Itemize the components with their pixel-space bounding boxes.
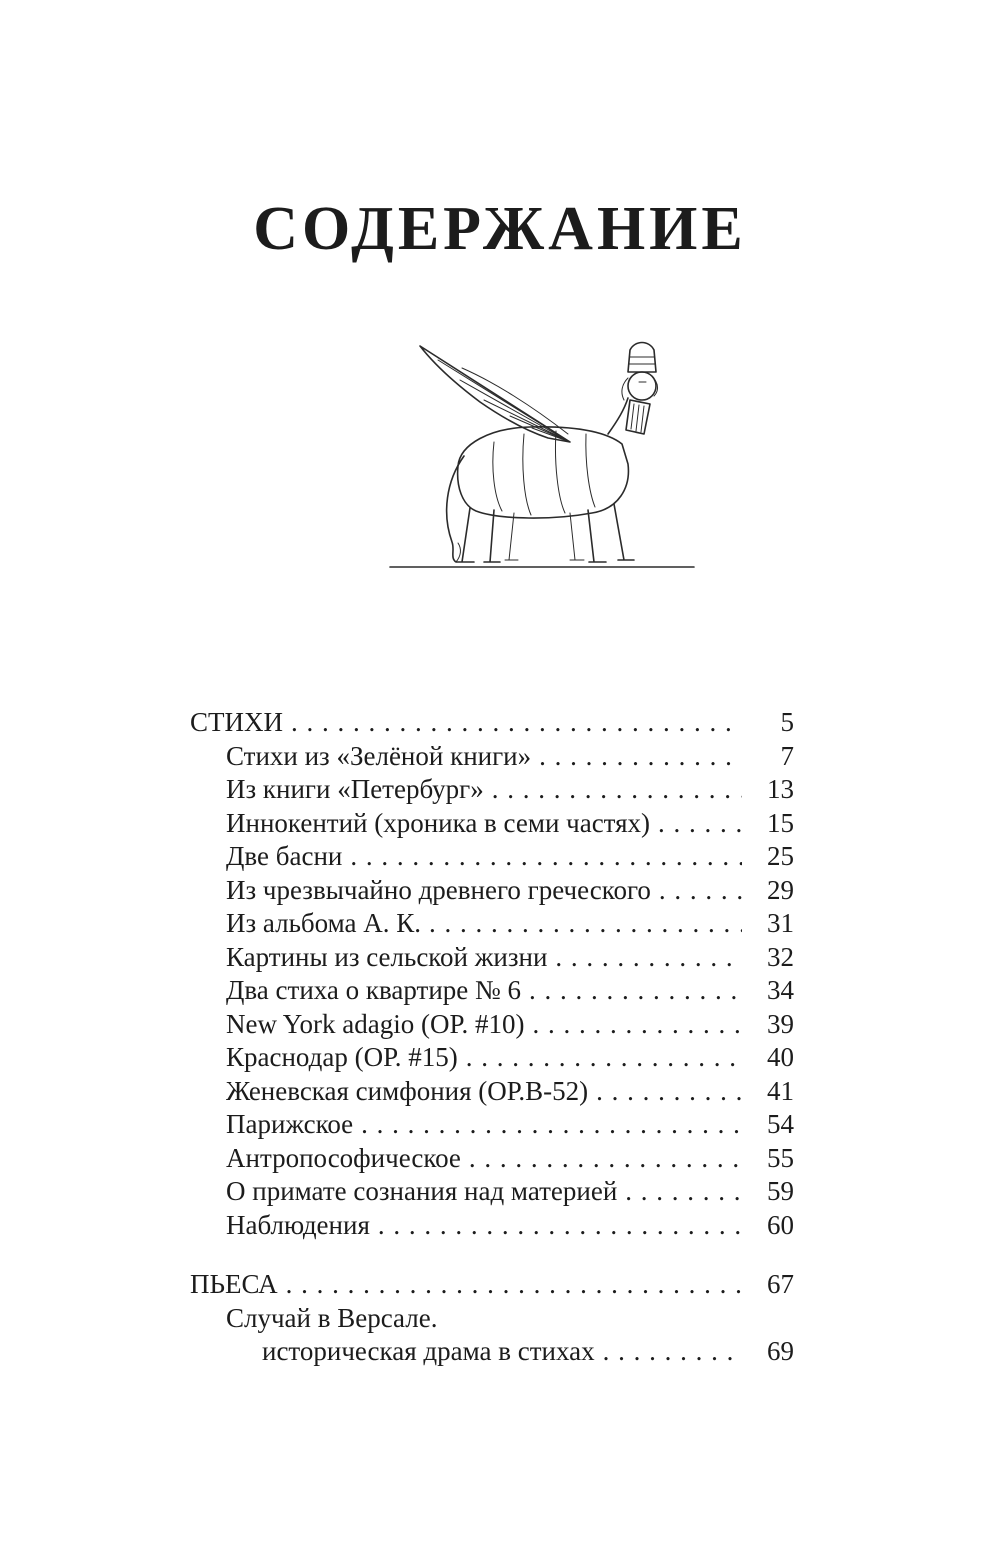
toc-entry-page: 41: [767, 1075, 794, 1106]
toc-entry[interactable]: [190, 1303, 794, 1337]
toc-entry-page: 13: [767, 774, 794, 804]
toc-entry-page: 55: [767, 1142, 794, 1173]
toc-entry[interactable]: [190, 1210, 794, 1244]
lamassu-engraving-svg: [372, 316, 712, 584]
toc-entry-label: Из чрезвычайно древнего греческого: [226, 874, 651, 905]
toc-entry[interactable]: [190, 774, 794, 808]
toc-entry[interactable]: [190, 841, 794, 875]
toc-leader-dots: [603, 1336, 742, 1367]
toc-entry[interactable]: [190, 975, 794, 1009]
toc-entry-label: Иннокентий (хроника в семи частях): [226, 807, 651, 838]
toc-entry-label: ПЬЕСА: [190, 1269, 278, 1299]
toc-entry-label: Картины из сельской жизни: [226, 941, 548, 972]
toc-entry-label: историческая драма в стихах: [262, 1336, 595, 1366]
toc-entry-page: 31: [767, 908, 794, 938]
toc-entry[interactable]: [190, 1042, 794, 1076]
toc-entry-label: New York adagio (OP. #10): [226, 1008, 525, 1039]
toc-entry[interactable]: [190, 707, 794, 741]
toc-entry-label: Антропософическое: [226, 1142, 461, 1173]
toc-leader-dots: [350, 841, 742, 872]
toc-entry-page: 5: [780, 707, 794, 737]
toc-leader-dots: [361, 1109, 742, 1140]
toc-entry-label: Стихи из «Зелёной книги»: [226, 740, 532, 771]
toc-leader-dots: [469, 1143, 742, 1174]
toc-entry[interactable]: [190, 1109, 794, 1143]
toc-entry-label: Из книги «Петербург»: [226, 774, 484, 804]
toc-entry-page: 29: [767, 874, 794, 905]
toc-entry-label: Наблюдения: [226, 1209, 370, 1240]
toc-leader-dots: [378, 1210, 742, 1241]
toc-entry[interactable]: [190, 1009, 794, 1043]
page-title: СОДЕРЖАНИЕ: [253, 195, 747, 263]
toc-entry-page: 39: [767, 1008, 794, 1039]
toc-entry[interactable]: [190, 741, 794, 775]
toc-leader-dots: [659, 875, 742, 906]
toc-entry-page: 25: [767, 841, 794, 871]
toc-entry-page: 60: [767, 1209, 794, 1240]
toc-entry[interactable]: [190, 1176, 794, 1210]
toc-leader-dots: [596, 1076, 742, 1107]
toc-entry[interactable]: [190, 808, 794, 842]
lamassu-illustration: [372, 316, 712, 589]
toc-leader-dots: [286, 1269, 742, 1300]
toc-list: [190, 707, 794, 1370]
toc-entry-label: Из альбома А. К.: [226, 908, 422, 938]
toc-entry-page: 34: [767, 975, 794, 1005]
toc-leader-dots: [291, 707, 742, 738]
toc-leader-dots: [658, 808, 742, 839]
toc-entry-label: Два стиха о квартире № 6: [226, 975, 522, 1005]
toc-leader-dots: [625, 1176, 742, 1207]
toc-entry[interactable]: [190, 1336, 794, 1370]
toc-entry-page: 32: [767, 941, 794, 972]
toc-entry[interactable]: [190, 1076, 794, 1110]
toc-entry[interactable]: [190, 1143, 794, 1177]
toc-entry-label: Случай в Версале.: [226, 1302, 438, 1333]
toc-entry-page: 7: [780, 740, 794, 771]
toc-entry-page: 69: [767, 1336, 794, 1366]
toc-entry-label: Краснодар (ОР. #15): [226, 1042, 458, 1072]
toc-entry-label: Парижское: [226, 1109, 354, 1139]
toc-leader-dots: [492, 774, 742, 805]
toc-leader-dots: [539, 741, 742, 772]
toc-entry-page: 40: [767, 1042, 794, 1072]
toc-leader-dots: [529, 975, 742, 1006]
toc-entry[interactable]: [190, 942, 794, 976]
toc-leader-dots: [555, 942, 742, 973]
toc-entry[interactable]: [190, 875, 794, 909]
toc-entry-label: Две басни: [226, 841, 343, 871]
toc-entry-label: Женевская симфония (ОР.В-52): [226, 1075, 589, 1106]
toc-entry-label: О примате сознания над материей: [226, 1176, 618, 1206]
toc-entry[interactable]: [190, 1269, 794, 1303]
toc-entry-page: 54: [767, 1109, 794, 1139]
toc-entry[interactable]: [190, 908, 794, 942]
toc-leader-dots: [429, 908, 742, 939]
toc-leader-dots: [466, 1042, 742, 1073]
toc-entry-page: 15: [767, 807, 794, 838]
toc-entry-page: 67: [767, 1269, 794, 1299]
toc-leader-dots: [533, 1009, 743, 1040]
toc-entry-page: 59: [767, 1176, 794, 1206]
toc-entry-label: СТИХИ: [190, 707, 283, 737]
